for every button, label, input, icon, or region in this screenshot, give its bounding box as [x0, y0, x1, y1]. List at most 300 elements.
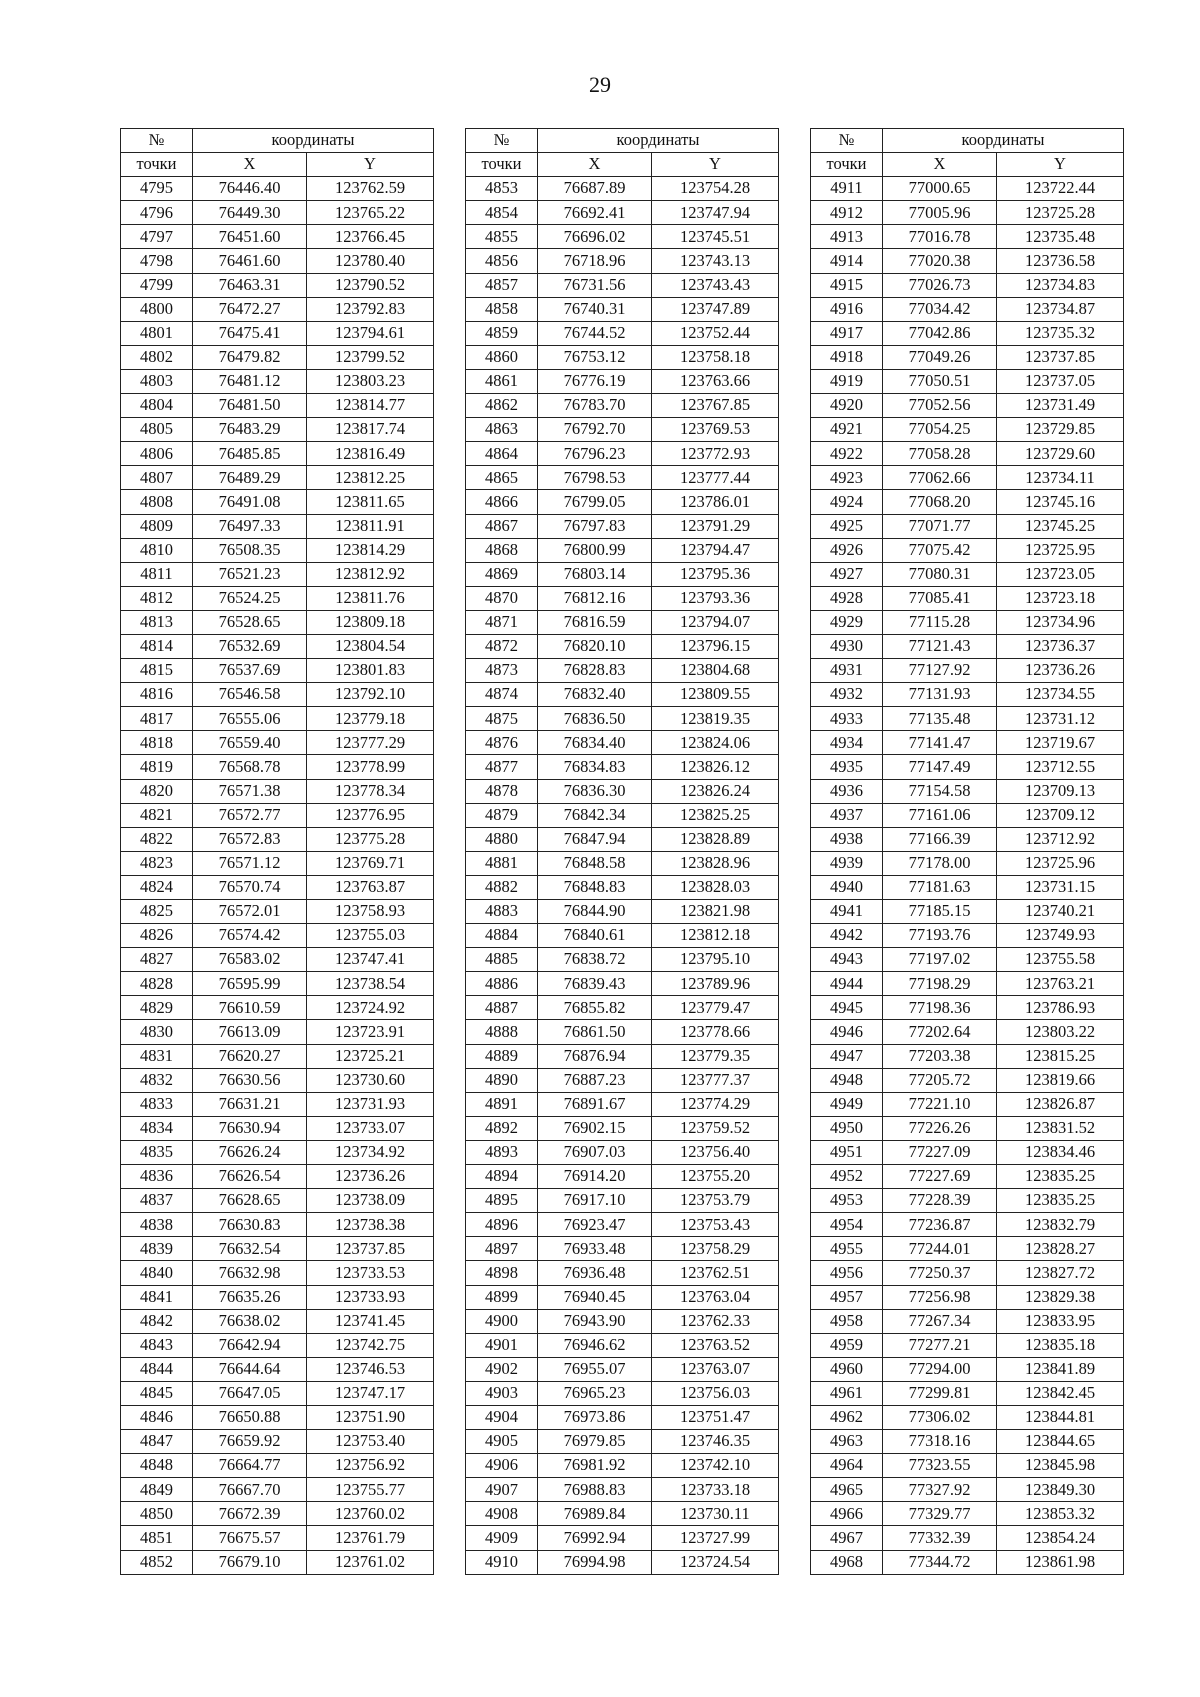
y-coordinate-cell: 123777.44	[652, 466, 779, 490]
table-row	[466, 1478, 779, 1502]
y-coordinate-cell: 123754.28	[652, 177, 779, 201]
x-coordinate-cell: 76667.70	[193, 1478, 307, 1502]
x-coordinate-cell: 76907.03	[538, 1140, 652, 1164]
x-coordinate-cell: 76659.92	[193, 1430, 307, 1454]
y-coordinate-cell: 123828.96	[652, 851, 779, 875]
point-number-cell: 4865	[466, 466, 538, 490]
x-coordinate-cell: 76610.59	[193, 996, 307, 1020]
x-coordinate-cell: 76692.41	[538, 201, 652, 225]
x-coordinate-cell: 76555.06	[193, 707, 307, 731]
table-row	[466, 1357, 779, 1381]
y-coordinate-cell: 123791.29	[652, 514, 779, 538]
x-coordinate-cell: 77121.43	[883, 634, 997, 658]
table-row	[121, 297, 434, 321]
x-coordinate-cell: 76828.83	[538, 659, 652, 683]
x-coordinate-cell: 76847.94	[538, 827, 652, 851]
x-coordinate-cell: 77228.39	[883, 1189, 997, 1213]
y-coordinate-cell: 123734.83	[997, 273, 1124, 297]
y-coordinate-cell: 123745.25	[997, 514, 1124, 538]
table-row	[466, 249, 779, 273]
y-coordinate-cell: 123819.35	[652, 707, 779, 731]
x-coordinate-cell: 77227.09	[883, 1140, 997, 1164]
header-no: №	[466, 129, 538, 153]
table-row	[811, 466, 1124, 490]
point-number-cell: 4825	[121, 900, 193, 924]
table-row	[466, 683, 779, 707]
y-coordinate-cell: 123814.29	[307, 538, 434, 562]
table-row	[811, 586, 1124, 610]
x-coordinate-cell: 76943.90	[538, 1309, 652, 1333]
point-number-cell: 4797	[121, 225, 193, 249]
x-coordinate-cell: 77205.72	[883, 1068, 997, 1092]
point-number-cell: 4838	[121, 1213, 193, 1237]
y-coordinate-cell: 123778.34	[307, 779, 434, 803]
point-number-cell: 4852	[121, 1550, 193, 1574]
table-row	[466, 1068, 779, 1092]
x-coordinate-cell: 76644.64	[193, 1357, 307, 1381]
point-number-cell: 4860	[466, 345, 538, 369]
point-number-cell: 4909	[466, 1526, 538, 1550]
y-coordinate-cell: 123842.45	[997, 1381, 1124, 1405]
y-coordinate-cell: 123766.45	[307, 225, 434, 249]
y-coordinate-cell: 123763.07	[652, 1357, 779, 1381]
table-row	[811, 1502, 1124, 1526]
y-coordinate-cell: 123803.22	[997, 1020, 1124, 1044]
point-number-cell: 4961	[811, 1381, 883, 1405]
table-row	[121, 1333, 434, 1357]
x-coordinate-cell: 76965.23	[538, 1381, 652, 1405]
table-row	[466, 779, 779, 803]
x-coordinate-cell: 76834.83	[538, 755, 652, 779]
table-row	[811, 538, 1124, 562]
point-number-cell: 4841	[121, 1285, 193, 1309]
x-coordinate-cell: 76816.59	[538, 610, 652, 634]
y-coordinate-cell: 123795.10	[652, 948, 779, 972]
point-number-cell: 4835	[121, 1140, 193, 1164]
x-coordinate-cell: 77085.41	[883, 586, 997, 610]
y-coordinate-cell: 123832.79	[997, 1213, 1124, 1237]
y-coordinate-cell: 123854.24	[997, 1526, 1124, 1550]
y-coordinate-cell: 123812.18	[652, 924, 779, 948]
y-coordinate-cell: 123816.49	[307, 442, 434, 466]
y-coordinate-cell: 123734.87	[997, 297, 1124, 321]
table-row	[466, 177, 779, 201]
x-coordinate-cell: 76595.99	[193, 972, 307, 996]
x-coordinate-cell: 76834.40	[538, 731, 652, 755]
x-coordinate-cell: 77034.42	[883, 297, 997, 321]
x-coordinate-cell: 76508.35	[193, 538, 307, 562]
table-row	[811, 851, 1124, 875]
point-number-cell: 4884	[466, 924, 538, 948]
x-coordinate-cell: 76546.58	[193, 683, 307, 707]
y-coordinate-cell: 123737.05	[997, 369, 1124, 393]
x-coordinate-cell: 77049.26	[883, 345, 997, 369]
y-coordinate-cell: 123769.53	[652, 418, 779, 442]
header-x: X	[538, 153, 652, 177]
table-row	[466, 875, 779, 899]
table-row	[811, 442, 1124, 466]
y-coordinate-cell: 123786.01	[652, 490, 779, 514]
x-coordinate-cell: 76981.92	[538, 1454, 652, 1478]
point-number-cell: 4868	[466, 538, 538, 562]
table-row	[121, 442, 434, 466]
table-row	[121, 201, 434, 225]
y-coordinate-cell: 123774.29	[652, 1092, 779, 1116]
point-number-cell: 4942	[811, 924, 883, 948]
x-coordinate-cell: 77166.39	[883, 827, 997, 851]
table-row	[466, 827, 779, 851]
table-row	[121, 924, 434, 948]
y-coordinate-cell: 123751.90	[307, 1405, 434, 1429]
y-coordinate-cell: 123799.52	[307, 345, 434, 369]
table-row	[466, 418, 779, 442]
table-row	[121, 177, 434, 201]
x-coordinate-cell: 76642.94	[193, 1333, 307, 1357]
table-row	[466, 538, 779, 562]
point-number-cell: 4907	[466, 1478, 538, 1502]
y-coordinate-cell: 123758.93	[307, 900, 434, 924]
table-row	[811, 924, 1124, 948]
x-coordinate-cell: 77203.38	[883, 1044, 997, 1068]
table-row	[121, 490, 434, 514]
y-coordinate-cell: 123844.81	[997, 1405, 1124, 1429]
table-row	[811, 514, 1124, 538]
point-number-cell: 4947	[811, 1044, 883, 1068]
x-coordinate-cell: 76840.61	[538, 924, 652, 948]
y-coordinate-cell: 123725.28	[997, 201, 1124, 225]
x-coordinate-cell: 77318.16	[883, 1430, 997, 1454]
x-coordinate-cell: 76571.38	[193, 779, 307, 803]
y-coordinate-cell: 123776.95	[307, 803, 434, 827]
y-coordinate-cell: 123756.92	[307, 1454, 434, 1478]
y-coordinate-cell: 123736.58	[997, 249, 1124, 273]
x-coordinate-cell: 76820.10	[538, 634, 652, 658]
y-coordinate-cell: 123826.87	[997, 1092, 1124, 1116]
y-coordinate-cell: 123723.18	[997, 586, 1124, 610]
y-coordinate-cell: 123824.06	[652, 731, 779, 755]
table-row	[121, 562, 434, 586]
header-y: Y	[307, 153, 434, 177]
x-coordinate-cell: 76631.21	[193, 1092, 307, 1116]
y-coordinate-cell: 123775.28	[307, 827, 434, 851]
table-row	[466, 466, 779, 490]
point-number-cell: 4803	[121, 369, 193, 393]
table-row	[121, 538, 434, 562]
table-row	[466, 1309, 779, 1333]
point-number-cell: 4813	[121, 610, 193, 634]
table-row	[121, 1044, 434, 1068]
point-number-cell: 4902	[466, 1357, 538, 1381]
x-coordinate-cell: 76718.96	[538, 249, 652, 273]
x-coordinate-cell: 76946.62	[538, 1333, 652, 1357]
table-row	[811, 1261, 1124, 1285]
point-number-cell: 4886	[466, 972, 538, 996]
y-coordinate-cell: 123729.60	[997, 442, 1124, 466]
point-number-cell: 4828	[121, 972, 193, 996]
y-coordinate-cell: 123738.38	[307, 1213, 434, 1237]
table-row	[121, 875, 434, 899]
table-row	[121, 1068, 434, 1092]
point-number-cell: 4888	[466, 1020, 538, 1044]
y-coordinate-cell: 123827.72	[997, 1261, 1124, 1285]
x-coordinate-cell: 77147.49	[883, 755, 997, 779]
y-coordinate-cell: 123747.94	[652, 201, 779, 225]
y-coordinate-cell: 123735.32	[997, 321, 1124, 345]
table-row	[811, 875, 1124, 899]
x-coordinate-cell: 77323.55	[883, 1454, 997, 1478]
y-coordinate-cell: 123709.12	[997, 803, 1124, 827]
point-number-cell: 4908	[466, 1502, 538, 1526]
x-coordinate-cell: 76914.20	[538, 1165, 652, 1189]
point-number-cell: 4962	[811, 1405, 883, 1429]
header-y: Y	[652, 153, 779, 177]
point-number-cell: 4796	[121, 201, 193, 225]
x-coordinate-cell: 76836.50	[538, 707, 652, 731]
table-row	[811, 755, 1124, 779]
y-coordinate-cell: 123849.30	[997, 1478, 1124, 1502]
x-coordinate-cell: 77277.21	[883, 1333, 997, 1357]
point-number-cell: 4911	[811, 177, 883, 201]
point-number-cell: 4834	[121, 1116, 193, 1140]
y-coordinate-cell: 123812.25	[307, 466, 434, 490]
y-coordinate-cell: 123737.85	[997, 345, 1124, 369]
x-coordinate-cell: 77267.34	[883, 1309, 997, 1333]
table-row	[811, 1478, 1124, 1502]
table-row	[466, 1454, 779, 1478]
x-coordinate-cell: 76472.27	[193, 297, 307, 321]
table-row	[466, 1116, 779, 1140]
point-number-cell: 4935	[811, 755, 883, 779]
y-coordinate-cell: 123734.55	[997, 683, 1124, 707]
table-row	[466, 1261, 779, 1285]
point-number-cell: 4950	[811, 1116, 883, 1140]
y-coordinate-cell: 123763.87	[307, 875, 434, 899]
table-row	[811, 731, 1124, 755]
x-coordinate-cell: 76568.78	[193, 755, 307, 779]
table-row	[811, 1357, 1124, 1381]
y-coordinate-cell: 123737.85	[307, 1237, 434, 1261]
x-coordinate-cell: 76753.12	[538, 345, 652, 369]
y-coordinate-cell: 123763.66	[652, 369, 779, 393]
x-coordinate-cell: 76923.47	[538, 1213, 652, 1237]
x-coordinate-cell: 76994.98	[538, 1550, 652, 1574]
point-number-cell: 4829	[121, 996, 193, 1020]
table-row	[121, 225, 434, 249]
point-number-cell: 4953	[811, 1189, 883, 1213]
x-coordinate-cell: 77135.48	[883, 707, 997, 731]
y-coordinate-cell: 123731.93	[307, 1092, 434, 1116]
x-coordinate-cell: 77202.64	[883, 1020, 997, 1044]
point-number-cell: 4918	[811, 345, 883, 369]
table-row	[811, 1044, 1124, 1068]
y-coordinate-cell: 123811.91	[307, 514, 434, 538]
table-row	[466, 321, 779, 345]
y-coordinate-cell: 123729.85	[997, 418, 1124, 442]
table-row	[811, 1454, 1124, 1478]
y-coordinate-cell: 123719.67	[997, 731, 1124, 755]
y-coordinate-cell: 123793.36	[652, 586, 779, 610]
point-number-cell: 4904	[466, 1405, 538, 1429]
x-coordinate-cell: 77020.38	[883, 249, 997, 273]
header-point: точки	[811, 153, 883, 177]
y-coordinate-cell: 123753.79	[652, 1189, 779, 1213]
x-coordinate-cell: 77131.93	[883, 683, 997, 707]
table-row	[121, 1092, 434, 1116]
point-number-cell: 4816	[121, 683, 193, 707]
point-number-cell: 4895	[466, 1189, 538, 1213]
table-row	[121, 1020, 434, 1044]
x-coordinate-cell: 77198.36	[883, 996, 997, 1020]
point-number-cell: 4849	[121, 1478, 193, 1502]
x-coordinate-cell: 76803.14	[538, 562, 652, 586]
table-row	[121, 1357, 434, 1381]
y-coordinate-cell: 123777.29	[307, 731, 434, 755]
x-coordinate-cell: 77178.00	[883, 851, 997, 875]
table-row	[466, 442, 779, 466]
table-row	[121, 634, 434, 658]
y-coordinate-cell: 123844.65	[997, 1430, 1124, 1454]
y-coordinate-cell: 123736.37	[997, 634, 1124, 658]
table-row	[121, 803, 434, 827]
y-coordinate-cell: 123724.54	[652, 1550, 779, 1574]
table-row	[466, 996, 779, 1020]
y-coordinate-cell: 123760.02	[307, 1502, 434, 1526]
y-coordinate-cell: 123835.25	[997, 1189, 1124, 1213]
coordinates-table	[120, 128, 434, 1575]
x-coordinate-cell: 76613.09	[193, 1020, 307, 1044]
point-number-cell: 4914	[811, 249, 883, 273]
table-row	[811, 273, 1124, 297]
table-row	[121, 851, 434, 875]
x-coordinate-cell: 76574.42	[193, 924, 307, 948]
x-coordinate-cell: 76675.57	[193, 1526, 307, 1550]
point-number-cell: 4815	[121, 659, 193, 683]
x-coordinate-cell: 77226.26	[883, 1116, 997, 1140]
table-row	[466, 1165, 779, 1189]
x-coordinate-cell: 77299.81	[883, 1381, 997, 1405]
point-number-cell: 4934	[811, 731, 883, 755]
x-coordinate-cell: 77141.47	[883, 731, 997, 755]
table-row	[121, 1526, 434, 1550]
table-row	[121, 659, 434, 683]
table-row	[121, 779, 434, 803]
point-number-cell: 4837	[121, 1189, 193, 1213]
y-coordinate-cell: 123755.58	[997, 948, 1124, 972]
x-coordinate-cell: 76891.67	[538, 1092, 652, 1116]
point-number-cell: 4943	[811, 948, 883, 972]
header-point: точки	[466, 153, 538, 177]
point-number-cell: 4932	[811, 683, 883, 707]
x-coordinate-cell: 77185.15	[883, 900, 997, 924]
y-coordinate-cell: 123828.03	[652, 875, 779, 899]
table-row	[121, 418, 434, 442]
point-number-cell: 4840	[121, 1261, 193, 1285]
x-coordinate-cell: 76620.27	[193, 1044, 307, 1068]
y-coordinate-cell: 123792.10	[307, 683, 434, 707]
y-coordinate-cell: 123712.55	[997, 755, 1124, 779]
x-coordinate-cell: 76679.10	[193, 1550, 307, 1574]
table-row	[121, 273, 434, 297]
point-number-cell: 4877	[466, 755, 538, 779]
point-number-cell: 4925	[811, 514, 883, 538]
point-number-cell: 4804	[121, 394, 193, 418]
y-coordinate-cell: 123829.38	[997, 1285, 1124, 1309]
y-coordinate-cell: 123712.92	[997, 827, 1124, 851]
y-coordinate-cell: 123749.93	[997, 924, 1124, 948]
y-coordinate-cell: 123756.03	[652, 1381, 779, 1405]
table-row	[811, 1140, 1124, 1164]
y-coordinate-cell: 123755.03	[307, 924, 434, 948]
table-row	[466, 201, 779, 225]
x-coordinate-cell: 76855.82	[538, 996, 652, 1020]
x-coordinate-cell: 76844.90	[538, 900, 652, 924]
y-coordinate-cell: 123751.47	[652, 1405, 779, 1429]
x-coordinate-cell: 76832.40	[538, 683, 652, 707]
point-number-cell: 4858	[466, 297, 538, 321]
table-row	[466, 972, 779, 996]
y-coordinate-cell: 123795.36	[652, 562, 779, 586]
point-number-cell: 4941	[811, 900, 883, 924]
table-row	[121, 394, 434, 418]
y-coordinate-cell: 123762.51	[652, 1261, 779, 1285]
header-point: точки	[121, 153, 193, 177]
point-number-cell: 4903	[466, 1381, 538, 1405]
table-row	[466, 1285, 779, 1309]
x-coordinate-cell: 77127.92	[883, 659, 997, 683]
point-number-cell: 4960	[811, 1357, 883, 1381]
table-row	[811, 1381, 1124, 1405]
table-row	[811, 225, 1124, 249]
point-number-cell: 4922	[811, 442, 883, 466]
x-coordinate-cell: 76936.48	[538, 1261, 652, 1285]
table-row	[811, 707, 1124, 731]
point-number-cell: 4799	[121, 273, 193, 297]
table-body	[121, 177, 434, 1574]
table-row	[466, 394, 779, 418]
point-number-cell: 4905	[466, 1430, 538, 1454]
x-coordinate-cell: 76446.40	[193, 177, 307, 201]
table-row	[811, 1333, 1124, 1357]
point-number-cell: 4966	[811, 1502, 883, 1526]
point-number-cell: 4968	[811, 1550, 883, 1574]
point-number-cell: 4927	[811, 562, 883, 586]
table-row	[121, 514, 434, 538]
point-number-cell: 4823	[121, 851, 193, 875]
y-coordinate-cell: 123727.99	[652, 1526, 779, 1550]
table-row	[466, 610, 779, 634]
point-number-cell: 4885	[466, 948, 538, 972]
x-coordinate-cell: 77256.98	[883, 1285, 997, 1309]
table-row	[121, 1309, 434, 1333]
y-coordinate-cell: 123826.12	[652, 755, 779, 779]
x-coordinate-cell: 76783.70	[538, 394, 652, 418]
point-number-cell: 4873	[466, 659, 538, 683]
header-x: X	[883, 153, 997, 177]
table-row	[466, 1381, 779, 1405]
point-number-cell: 4916	[811, 297, 883, 321]
x-coordinate-cell: 76475.41	[193, 321, 307, 345]
x-coordinate-cell: 76744.52	[538, 321, 652, 345]
point-number-cell: 4824	[121, 875, 193, 899]
table-row	[121, 731, 434, 755]
point-number-cell: 4844	[121, 1357, 193, 1381]
table-row	[466, 297, 779, 321]
point-number-cell: 4946	[811, 1020, 883, 1044]
x-coordinate-cell: 77058.28	[883, 442, 997, 466]
point-number-cell: 4830	[121, 1020, 193, 1044]
point-number-cell: 4831	[121, 1044, 193, 1068]
x-coordinate-cell: 77306.02	[883, 1405, 997, 1429]
